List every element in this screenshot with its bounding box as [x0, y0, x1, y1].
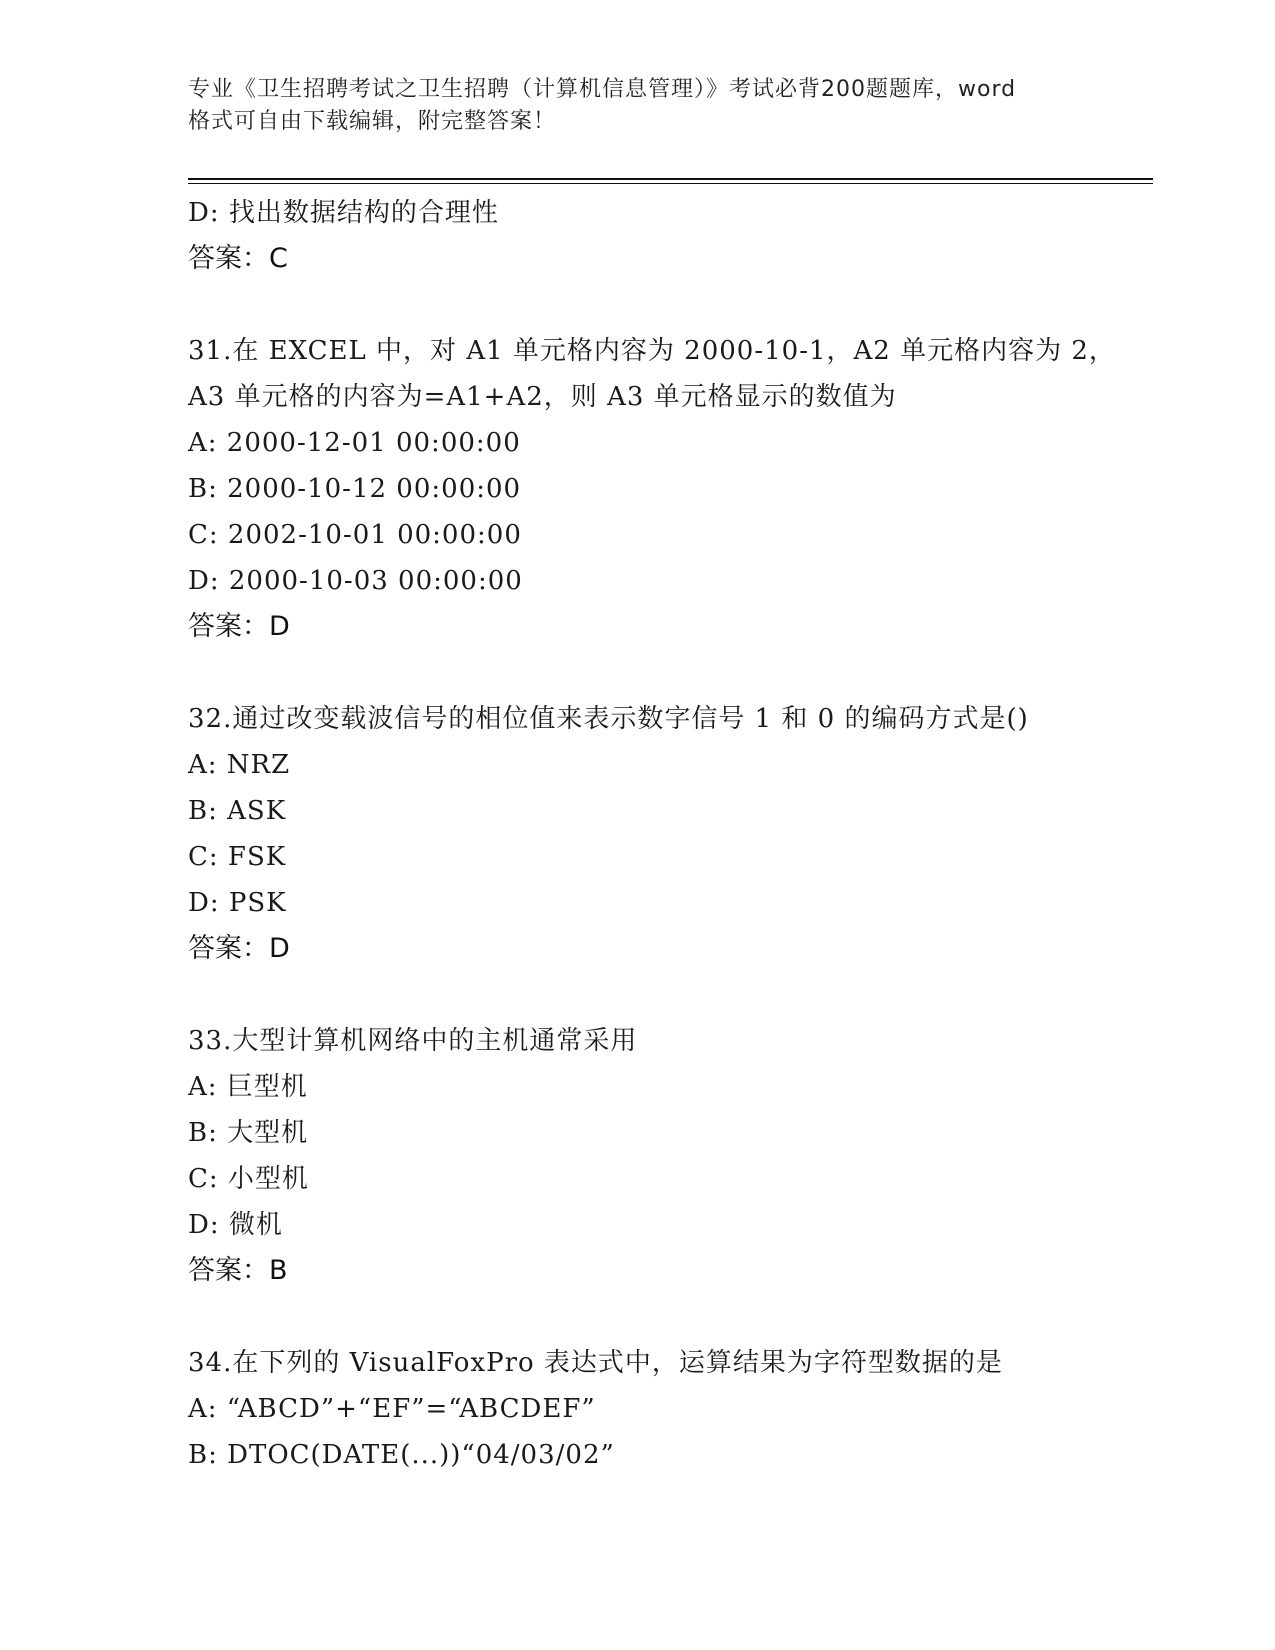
spacer: [188, 282, 1138, 328]
option-d: D: 微机: [188, 1210, 283, 1240]
question-list: [188, 190, 1138, 1478]
spacer: [188, 650, 1138, 696]
option-a: A: “ABCD”+“EF”=“ABCDEF”: [188, 1394, 596, 1424]
question-stem: 33.大型计算机网络中的主机通常采用: [188, 1026, 638, 1056]
option-b: B: DTOC(DATE(...))“04/03/02”: [188, 1440, 615, 1470]
option-d: D: PSK: [188, 888, 287, 918]
question-32: [188, 696, 1138, 972]
answer-line: 答案：D: [188, 933, 290, 964]
option-d: D: 找出数据结构的合理性: [188, 198, 499, 228]
header-divider-thick: [188, 178, 1153, 180]
document-header: [188, 74, 1088, 138]
answer-line: 答案：C: [188, 243, 288, 274]
option-a: A: 2000-12-01 00:00:00: [188, 428, 521, 458]
question-stem: 34.在下列的 VisualFoxPro 表达式中，运算结果为字符型数据的是: [188, 1348, 1003, 1378]
header-divider-thin: [188, 183, 1153, 184]
option-c: C: 2002-10-01 00:00:00: [188, 520, 522, 550]
question-31: [188, 328, 1138, 650]
question-stem: 31.在 EXCEL 中，对 A1 单元格内容为 2000-10-1，A2 单元格内容为 2，: [188, 336, 1116, 366]
spacer: [188, 1294, 1138, 1340]
question-stem: 32.通过改变载波信号的相位值来表示数字信号 1 和 0 的编码方式是(): [188, 704, 1029, 734]
option-d: D: 2000-10-03 00:00:00: [188, 566, 523, 596]
option-c: C: 小型机: [188, 1164, 309, 1194]
question-stem-continued: A3 单元格的内容为=A1+A2，则 A3 单元格显示的数值为: [188, 382, 897, 412]
answer-line: 答案：B: [188, 1255, 288, 1286]
option-a: A: 巨型机: [188, 1072, 308, 1102]
option-b: B: 2000-10-12 00:00:00: [188, 474, 522, 504]
header-line-2: 格式可自由下载编辑，附完整答案！: [188, 109, 557, 134]
option-c: C: FSK: [188, 842, 287, 872]
answer-line: 答案：D: [188, 611, 290, 642]
question-34: [188, 1340, 1138, 1478]
question-33: [188, 1018, 1138, 1294]
spacer: [188, 972, 1138, 1018]
header-line-1: 专业《卫生招聘考试之卫生招聘（计算机信息管理）》考试必背200题题库，word: [188, 77, 1017, 102]
option-b: B: 大型机: [188, 1118, 309, 1148]
option-b: B: ASK: [188, 796, 287, 826]
option-a: A: NRZ: [188, 750, 291, 780]
